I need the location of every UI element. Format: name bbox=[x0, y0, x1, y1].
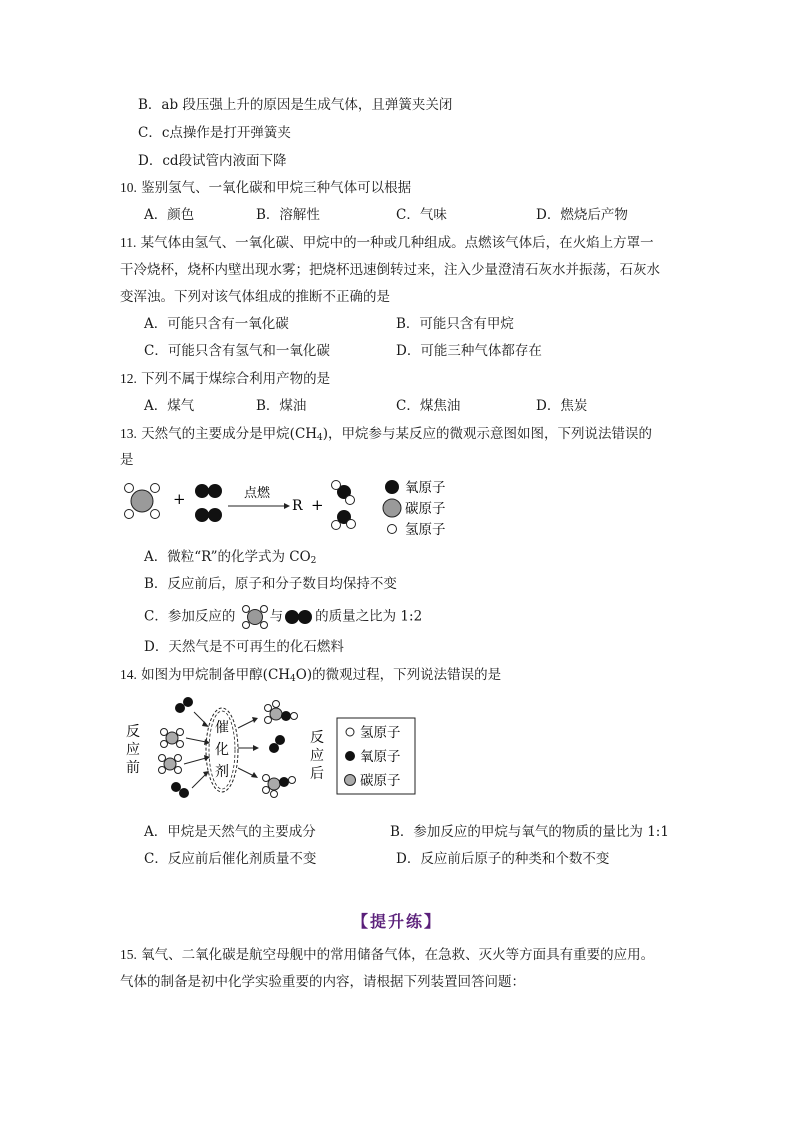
hydrogen-atom-icon bbox=[346, 728, 354, 736]
methane-molecule-icon bbox=[240, 605, 270, 629]
q14-after-char-2: 应 bbox=[310, 748, 324, 764]
q14-option-b: B．参加反应的甲烷与氧气的物质的量比为 1:1 bbox=[390, 824, 669, 840]
q13-stem-text1-rest: )，甲烷参与某反应的微观示意图如图，下列说法错误的 bbox=[322, 426, 653, 442]
q14-reactant-methane-2 bbox=[159, 755, 182, 774]
q13-option-a bbox=[144, 548, 316, 570]
q14-product-methanol-2 bbox=[263, 775, 296, 798]
q14-product-oxygen bbox=[269, 735, 285, 753]
q13-legend-carbon: 碳原子 bbox=[405, 501, 446, 517]
q14-legend-oxygen: 氧原子 bbox=[360, 749, 401, 765]
q13-stem-sub: 4 bbox=[317, 433, 323, 443]
hydrogen-atom-icon bbox=[388, 525, 397, 534]
q13-number: 13. bbox=[120, 426, 137, 441]
q12-option-d: D．焦炭 bbox=[536, 398, 588, 414]
q14-catalyst-char-2: 化 bbox=[215, 742, 229, 758]
q13-reaction-diagram bbox=[118, 475, 478, 541]
q13-option-c-pre: C．参加反应的 bbox=[144, 608, 236, 625]
q14-reactant-oxygen-1 bbox=[175, 697, 193, 713]
q14-number: 14. bbox=[120, 667, 137, 682]
q14-catalyst-char-1: 催 bbox=[215, 720, 229, 736]
q10-option-c: C．气味 bbox=[396, 207, 447, 223]
water-molecules bbox=[332, 481, 356, 530]
q13-plus-1: + bbox=[173, 490, 186, 508]
q11-stem-line1 bbox=[120, 234, 654, 252]
q11-stem-line2: 干冷烧杯，烧杯内壁出现水雾；把烧杯迅速倒转过来，注入少量澄清石灰水并振荡，石灰水 bbox=[120, 262, 660, 278]
q10-stem-text: 鉴别氢气、一氧化碳和甲烷三种气体可以根据 bbox=[141, 180, 412, 196]
q12-option-c: C．煤焦油 bbox=[396, 398, 461, 414]
q13-option-c bbox=[144, 605, 422, 629]
q9-option-d: D．cd段试管内液面下降 bbox=[138, 153, 287, 169]
q14-reactant-methane-1 bbox=[161, 729, 184, 748]
q13-option-d: D．天然气是不可再生的化石燃料 bbox=[144, 639, 344, 655]
q14-output-arrows bbox=[238, 720, 254, 776]
section-title: 【提升练】 bbox=[351, 912, 442, 931]
q13-legend-hydrogen: 氢原子 bbox=[405, 522, 446, 538]
q14-stem-pre: 如图为甲烷制备甲醇(CH bbox=[141, 667, 291, 683]
q14-after-char-3: 后 bbox=[310, 766, 324, 782]
q14-option-d: D．反应前后原子的种类和个数不变 bbox=[396, 851, 610, 867]
oxygen-atom-icon bbox=[345, 751, 355, 761]
q14-process-diagram bbox=[120, 692, 420, 806]
q13-arrow-head bbox=[284, 503, 290, 509]
q15-stem-text1: 氧气、二氧化碳是航空母舰中的常用储备气体，在急救、灭火等方面具有重要的应用。 bbox=[141, 947, 655, 963]
q14-legend-hydrogen: 氢原子 bbox=[360, 725, 401, 741]
q12-option-b: B．煤油 bbox=[256, 398, 307, 414]
oxygen-molecules bbox=[195, 484, 222, 522]
q13-option-a-sub: 2 bbox=[310, 556, 317, 566]
q13-legend bbox=[383, 480, 446, 538]
oxygen-molecule-icon bbox=[283, 608, 315, 626]
q13-stem-line2: 是 bbox=[120, 452, 134, 468]
q10-option-b: B．溶解性 bbox=[256, 207, 320, 223]
q10-stem bbox=[120, 179, 411, 197]
q13-stem-line1 bbox=[120, 425, 652, 447]
q12-stem-text: 下列不属于煤综合利用产物的是 bbox=[141, 371, 331, 387]
q9-option-b: B．ab 段压强上升的原因是生成气体，且弹簧夹关闭 bbox=[138, 97, 453, 113]
q13-option-a-text: A．微粒“R”的化学式为 CO bbox=[144, 549, 311, 565]
q14-before-char-1: 反 bbox=[126, 724, 140, 740]
q13-option-c-mid: 与 bbox=[269, 608, 284, 625]
q10-number: 10. bbox=[120, 180, 137, 195]
q14-option-a: A．甲烷是天然气的主要成分 bbox=[144, 824, 316, 840]
q13-option-b: B．反应前后，原子和分子数目均保持不变 bbox=[144, 576, 397, 592]
q15-stem-line2: 气体的制备是初中化学实验重要的内容，请根据下列装置回答问题： bbox=[120, 974, 525, 990]
q13-plus-2: + bbox=[311, 496, 324, 514]
q11-stem-line3: 变浑浊。下列对该气体组成的推断不正确的是 bbox=[120, 289, 390, 305]
q10-option-a: A．颜色 bbox=[144, 207, 195, 223]
q12-option-a: A．煤气 bbox=[144, 398, 195, 414]
q13-product-r: R bbox=[292, 498, 303, 514]
oxygen-atom-icon bbox=[385, 480, 399, 494]
q11-stem-text1: 某气体由氢气、一氧化碳、甲烷中的一种或几种组成。点燃该气体后，在火焰上方罩一 bbox=[140, 235, 654, 251]
q13-condition: 点燃 bbox=[244, 486, 271, 501]
q11-option-d: D．可能三种气体都存在 bbox=[396, 343, 542, 359]
q11-option-a: A．可能只含有一氧化碳 bbox=[144, 316, 289, 332]
q14-reactant-oxygen-2 bbox=[171, 782, 189, 798]
q12-number: 12. bbox=[120, 371, 137, 386]
q11-option-c: C．可能只含有氢气和一氧化碳 bbox=[144, 343, 330, 359]
carbon-atom-icon bbox=[345, 775, 356, 786]
methane-molecule bbox=[125, 484, 160, 519]
q15-stem-line1 bbox=[120, 946, 654, 964]
q14-catalyst-char-3: 剂 bbox=[215, 764, 229, 780]
q13-legend-oxygen: 氧原子 bbox=[405, 480, 446, 496]
q13-stem-text1: 天然气的主要成分是甲烷(CH bbox=[141, 426, 318, 442]
q12-stem bbox=[120, 370, 330, 388]
q10-option-d: D．燃烧后产物 bbox=[536, 207, 628, 223]
q11-option-b: B．可能只含有甲烷 bbox=[396, 316, 514, 332]
q14-input-arrows bbox=[184, 712, 206, 788]
q15-number: 15. bbox=[120, 947, 137, 962]
q11-number: 11. bbox=[120, 235, 137, 250]
q14-option-c: C．反应前后催化剂质量不变 bbox=[144, 851, 317, 867]
q14-before-char-3: 前 bbox=[126, 760, 140, 776]
q9-option-c: C．c点操作是打开弹簧夹 bbox=[138, 125, 291, 141]
q14-stem-post: O)的微观过程，下列说法错误的是 bbox=[295, 667, 502, 683]
q14-legend-carbon: 碳原子 bbox=[360, 773, 401, 789]
q14-stem-sub: 4 bbox=[290, 674, 296, 684]
q13-option-c-post: 的质量之比为 1:2 bbox=[315, 608, 423, 625]
q14-product-methanol-1 bbox=[265, 701, 298, 724]
carbon-atom-icon bbox=[383, 499, 401, 517]
q14-after-char-1: 反 bbox=[310, 730, 324, 746]
q14-stem bbox=[120, 666, 501, 688]
q14-before-char-2: 应 bbox=[126, 742, 140, 758]
